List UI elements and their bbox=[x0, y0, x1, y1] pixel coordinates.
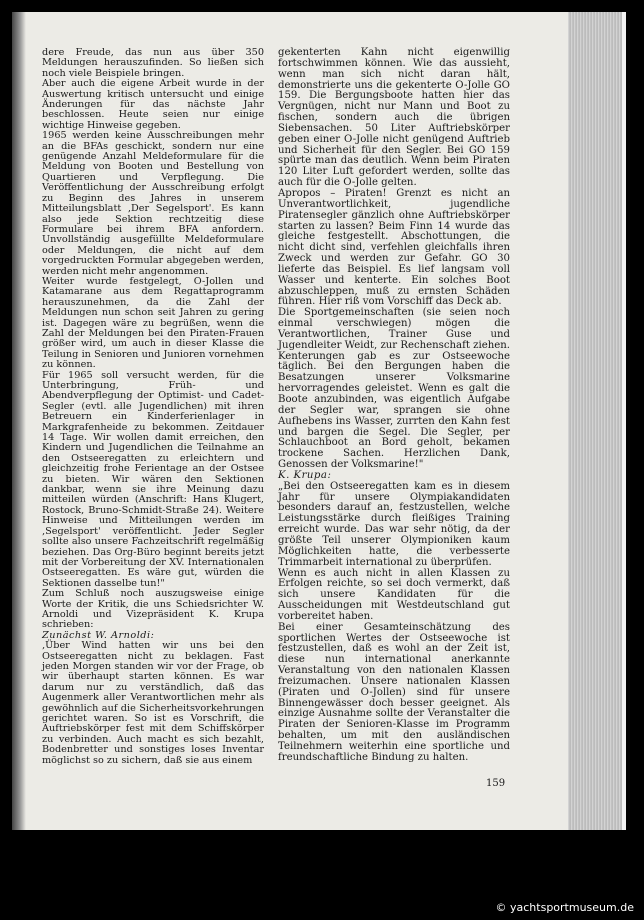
book-gutter-shadow bbox=[12, 12, 26, 830]
paragraph: dere Freude, das nun aus über 350 Meldungen herauszufinden. So ließen sich noch viele Beispiele bringen. bbox=[42, 47, 264, 79]
page-stack-edges bbox=[568, 12, 626, 830]
copyright-credit: © yachtsportmuseum.de bbox=[495, 901, 634, 914]
right-text-column bbox=[278, 48, 510, 764]
paragraph: gekenterten Kahn nicht eigenwillig fortschwimmen können. Wie das aussieht, wenn man sich nicht daran hält, demonstrierte uns die gekenterte O-Jolle GO 159. Die Bergungsboote hatten hier das Vergnügen, nicht nur Mann und Boot zu fischen, sondern auch die übrigen Siebensachen. 50 Liter Auftriebskörper geben einer O-Jolle nicht genügend Auftrieb und Sicherheit für den Segler. Bei GO 159 spürte man das deutlich. Wenn beim Piraten 120 Liter Luft gefordert werden, sollte das auch für die O-Jolle gelten. bbox=[278, 47, 510, 189]
section-heading: K. Krupa: bbox=[278, 469, 332, 481]
paragraph: Zum Schluß noch auszugsweise einige Worte der Kritik, die uns Schiedsrichter W. Arnoldi und Vizepräsident K. Krupa schrieben: bbox=[42, 588, 264, 631]
paragraph: ‚Über Wind hatten wir uns bei den Ostseeregatten nicht zu beklagen. Fast jeden Morgen standen wir vor der Frage, ob wir überhaupt starten können. Es war darum nur zu verständlich, daß das Augenmerk aller Verantwortlichen mehr als gewöhnlich auf die Sicherheitsvorkehrungen gerichtet waren. So ist es Vorschrift, die Auftriebskörper fest mit dem Schiffskörper zu verbinden. Auch macht es sich bezahlt, Bodenbretter und sonstiges loses Inventar möglichst so zu sichern, daß sie aus einem bbox=[42, 640, 264, 766]
section-heading: Zunächst W. Arnoldi: bbox=[42, 629, 155, 641]
paragraph: Apropos – Piraten! Grenzt es nicht an Unverantwortlichkeit, jugendliche Piratensegler gänzlich ohne Auftriebskörper starten zu lassen? Beim Finn 14 wurde das gleiche festgestellt. Abschottungen, die nicht dicht sind, verfehlen gleichfalls ihren Zweck und werden zur Gefahr. GO 30 lieferte das Beispiel. Es lief langsam voll Wasser und kenterte. Ein solches Boot abzuschleppen, muß zu ernsten Schäden führen. Hier riß vom Vorschiff das Deck ab. bbox=[278, 187, 510, 308]
page-number: 159 bbox=[486, 778, 506, 789]
book-page bbox=[12, 12, 568, 830]
paragraph: Aber auch die eigene Arbeit wurde in der Auswertung kritisch untersucht und einige Änderungen für das nächste Jahr beschlossen. Heute seien nur einige wichtige Hinweise gegeben. bbox=[42, 78, 264, 131]
paragraph: Bei einer Gesamteinschätzung des sportlichen Wertes der Ostseewoche ist festzustellen, daß es wohl an der Zeit ist, diese nun international anerkannte Veranstaltung von den nationalen Klassen freizumachen. Unsere nationalen Klassen (Piraten und O-Jollen) sind für unsere Binnengewässer doch besser geeignet. Als einzige Ausnahme sollte der Veranstalter die Piraten der Senioren-Klasse im Programm behalten, um mit den ausländischen Teilnehmern weiterhin eine sportliche und freundschaftliche Bindung zu halten. bbox=[278, 621, 510, 763]
paragraph: 1965 werden keine Ausschreibungen mehr an die BFAs geschickt, sondern nur eine genügende Anzahl Meldeformulare für die Meldung von Booten und Bestellung von Quartieren und Verpflegung. Die Veröffentlichung der Ausschreibung erfolgt zu Beginn des Jahres in unserem Mitteilungsblatt ‚Der Segelsport'. Es kann also jede Sektion rechtzeitig diese Formulare bei ihrem BFA anfordern. Unvollständig ausgefüllte Meldeformulare oder Meldungen, die nicht auf dem vorgedruckten Formular abgegeben werden, werden nicht mehr angenommen. bbox=[42, 130, 264, 277]
paragraph: Die Sportgemeinschaften (sie seien noch einmal verschwiegen) mögen die Verantwortlichen, Trainer Guse und Jugendleiter Weidt, zur Rechenschaft ziehen. bbox=[278, 307, 510, 351]
paragraph: Kenterungen gab es zur Ostseewoche täglich. Bei den Bergungen haben die Besatzungen unserer Volksmarine hervorragendes geleistet. Wenn es galt die Boote anzubinden, was eigentlich Aufgabe der Segler war, sprangen sie ohne Aufhebens ins Wasser, zurrten den Kahn fest und bargen die Segel. Die Segler, per Schlauchboot an Bord geholt, bekamen trockene Sachen. Herzlichen Dank, Genossen der Volksmarine!" bbox=[278, 350, 510, 471]
paragraph: „Bei den Ostseeregatten kam es in diesem Jahr für unsere Olympiakandidaten besonders darauf an, festzustellen, welche Leistungsstärke durch fleißiges Training erreicht wurde. Das war sehr nötig, da der größte Teil unserer Olympioniken kaum Möglichkeiten hatte, die verbesserte Trimmarbeit international zu überprüfen. bbox=[278, 480, 510, 568]
paragraph: Für 1965 soll versucht werden, für die Unterbringung, Früh- und Abendverpflegung der Optimist- und Cadet-Segler (evtl. alle Jugendlichen) mit ihren Betreuern ein Kinderferienlager in Markgrafenheide zu bekommen. Zeitdauer 14 Tage. Wir wollen damit erreichen, den Kindern und Jugendlichen die Teilnahme an den Ostseeregatten zu erleichtern und gleichzeitig frohe Ferientage an der Ostsee zu bieten. Wir wären den Sektionen dankbar, wenn sie ihre Meinung dazu mitteilen würden (Anschrift: Hans Klugert, Rostock, Bruno-Schmidt-Straße 24). Weitere Hinweise und Mitteilungen werden im ‚Segelsport' veröffentlicht. Jeder Segler sollte also unsere Fachzeitschrift regelmäßig beziehen. Das Org-Büro beginnt bereits jetzt mit der Vorbereitung der XV. Internationalen Ostseeregatten. Es wäre gut, würden die Sektionen dasselbe tun!" bbox=[42, 369, 264, 589]
paragraph: Wenn es auch nicht in allen Klassen zu Erfolgen reichte, so sei doch vermerkt, daß sich unsere Kandidaten für die Ausscheidungen mit Westdeutschland gut vorbereitet haben. bbox=[278, 567, 510, 622]
paragraph: Weiter wurde festgelegt, O-Jollen und Katamarane aus dem Regattaprogramm herauszunehmen, da die Zahl der Meldungen nun schon seit Jahren zu gering ist. Dagegen wäre zu begrüßen, wenn die Zahl der Meldungen bei den Piraten-Frauen größer wird, um auch in dieser Klasse die Teilung in Senioren und Junioren vornehmen zu können. bbox=[42, 275, 264, 371]
left-text-column bbox=[42, 48, 264, 766]
